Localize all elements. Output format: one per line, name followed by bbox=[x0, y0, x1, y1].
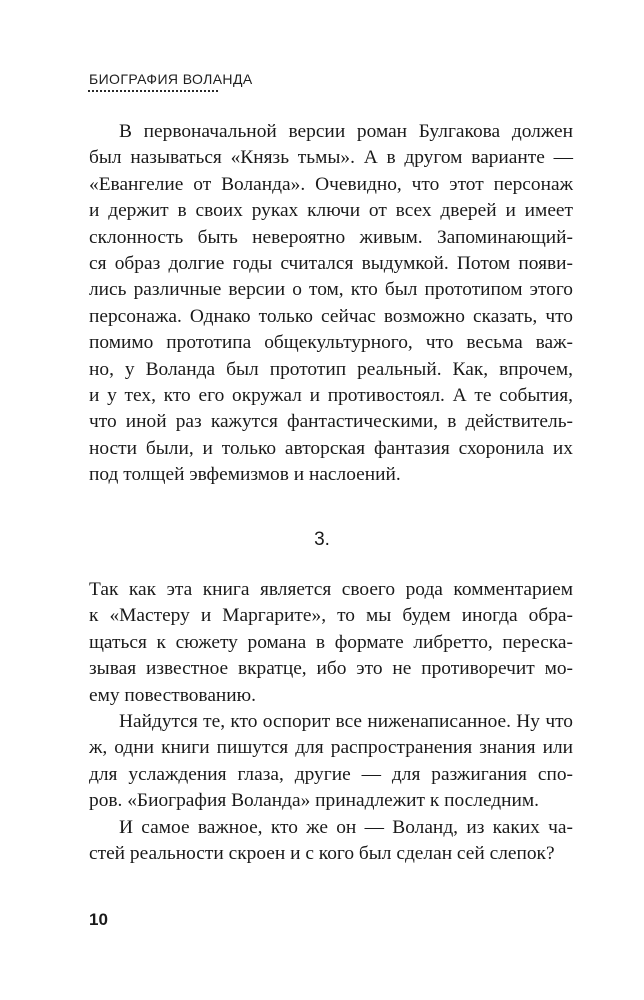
text-line: И самое важное, кто же он — Воланд, из каких ча- bbox=[119, 816, 573, 838]
paragraph-section-3 bbox=[89, 577, 573, 867]
text-line: и держит в своих руках ключи от всех дверей и имеет bbox=[89, 200, 573, 222]
section-number: 3. bbox=[314, 529, 330, 550]
page-number: 10 bbox=[89, 910, 108, 929]
text-line: для услаждения глаза, другие — для разжигания спо- bbox=[89, 763, 573, 785]
text-line: щаться к сюжету романа в формате либретто, переска- bbox=[89, 631, 573, 653]
text-line: ров. «Биография Воланда» принадлежит к последним. bbox=[89, 790, 540, 812]
text-line: Так как эта книга является своего рода комментарием bbox=[89, 579, 573, 600]
text-line: зывая известное вкратце, ибо это не противоречит мо- bbox=[89, 658, 573, 680]
text-line: ему повествованию. bbox=[89, 684, 257, 706]
text-line: был называться «Князь тьмы». А в другом варианте — bbox=[89, 147, 573, 169]
text-line: под толщей эвфемизмов и наслоений. bbox=[89, 464, 401, 486]
text-line: Найдутся те, кто оспорит все ниженаписанное. Ну что bbox=[119, 711, 573, 733]
text-line: ж, одни книги пишутся для распространения знания или bbox=[89, 737, 573, 759]
text-line: персонажа. Однако только сейчас возможно сказать, что bbox=[89, 305, 573, 327]
text-line: что иной раз кажутся фантастическими, в действитель- bbox=[89, 411, 573, 433]
text-line: стей реальности скроен и с кого был сделан сей слепок? bbox=[89, 843, 555, 865]
text-line: ности были, и только авторская фантазия схоронила их bbox=[89, 437, 573, 459]
text-line: помимо прототипа общекультурного, что весьма важ- bbox=[89, 332, 573, 354]
text-line: В первоначальной версии роман Булгакова должен bbox=[119, 121, 573, 142]
text-line: лись различные версии о том, кто был прототипом этого bbox=[89, 279, 573, 301]
text-line: ся образ долгие годы считался выдумкой. Потом появи- bbox=[89, 253, 573, 275]
text-line: и у тех, кто его окружал и противостоял. А те события, bbox=[89, 385, 573, 407]
running-head-rule bbox=[88, 90, 218, 92]
text-line: склонность быть невероятно живым. Запоминающий- bbox=[89, 226, 573, 248]
paragraph-intro bbox=[89, 119, 573, 489]
text-line: «Евангелие от Воланда». Очевидно, что этот персонаж bbox=[89, 173, 573, 195]
text-line: но, у Воланда был прототип реальный. Как, впрочем, bbox=[89, 358, 573, 380]
running-head: БИОГРАФИЯ ВОЛАНДА bbox=[89, 71, 253, 87]
text-line: к «Мастеру и Маргарите», то мы будем иногда обра- bbox=[89, 605, 573, 627]
